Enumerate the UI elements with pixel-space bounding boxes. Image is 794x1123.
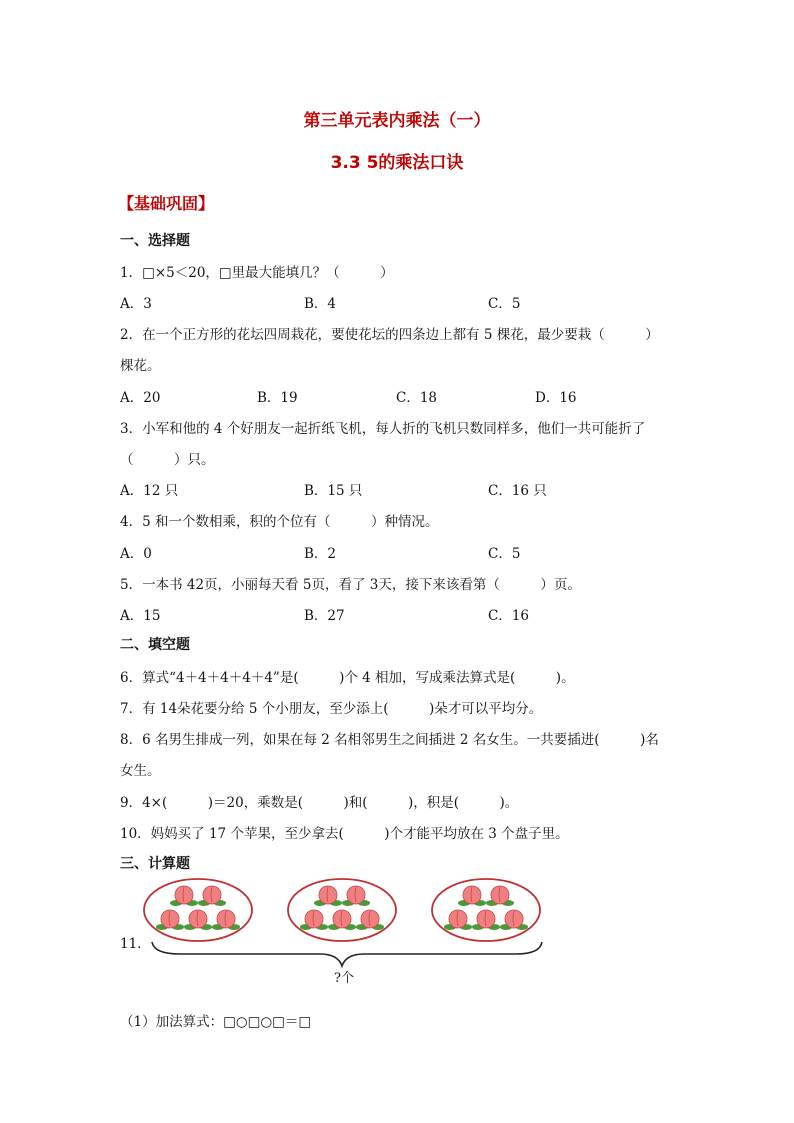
q5-option-b: B．27 xyxy=(304,608,345,624)
q1-option-b: B．4 xyxy=(304,296,337,312)
sub-question-1: （1）加法算式：□○□○□＝□ xyxy=(120,1014,312,1030)
page-subtitle: 3.3 5的乘法口诀 xyxy=(330,153,464,173)
question-2: 2．在一个正方形的花坛四周栽花，要使花坛的四条边上都有 5 棵花，最少要栽（ ） xyxy=(120,327,659,343)
q1-option-c: C．5 xyxy=(488,296,521,312)
heading-choice: 一、选择题 xyxy=(120,233,190,249)
q3-option-a: A．12 只 xyxy=(120,483,179,499)
question-8: 8．6 名男生排成一列，如果在每 2 名相邻男生之间插进 2 名女生。一共要插进( )名 xyxy=(120,732,659,748)
question-11-label: 11． xyxy=(120,936,151,952)
q2-option-a: A．20 xyxy=(120,390,161,406)
q4-option-b: B．2 xyxy=(304,546,337,562)
q2-option-d: D．16 xyxy=(535,390,577,406)
question-3: 3．小军和他的 4 个好朋友一起折纸飞机，每人折的飞机只数同样多，他们一共可能折了 xyxy=(120,421,646,437)
question-3-cont: （ ）只。 xyxy=(120,452,215,468)
question-10: 10．妈妈买了 17 个苹果，至少拿去( )个才能平均放在 3 个盘子里。 xyxy=(120,826,569,842)
question-7: 7．有 14朵花要分给 5 个小朋友，至少添上( )朵才可以平均分。 xyxy=(120,701,543,717)
question-6: 6．算式“4＋4＋4＋4＋4”是( )个 4 相加，写成乘法算式是( )。 xyxy=(120,670,575,686)
question-1: 1．□×5＜20，□里最大能填几？（ ） xyxy=(120,265,394,281)
q3-option-c: C．16 只 xyxy=(488,483,547,499)
brace-label: ?个 xyxy=(334,971,354,986)
page-title: 第三单元表内乘法（一） xyxy=(303,111,491,131)
q3-option-b: B．15 只 xyxy=(304,483,363,499)
q5-option-a: A．15 xyxy=(120,608,161,624)
q1-option-a: A．3 xyxy=(120,296,152,312)
q4-option-a: A．0 xyxy=(120,546,152,562)
brace xyxy=(152,942,542,966)
section-label: 【基础巩固】 xyxy=(118,194,215,213)
q5-option-c: C．16 xyxy=(488,608,530,624)
question-8-cont: 女生。 xyxy=(120,763,161,779)
q4-option-c: C．5 xyxy=(488,546,521,562)
heading-calc: 三、计算题 xyxy=(120,856,190,872)
peach-plates-figure xyxy=(120,876,560,986)
heading-fill: 二、填空题 xyxy=(120,637,190,653)
q2-option-c: C．18 xyxy=(396,390,438,406)
question-4: 4．5 和一个数相乘，积的个位有（ ）种情况。 xyxy=(120,514,439,530)
question-9: 9．4×( )＝20，乘数是( )和( )，积是( )。 xyxy=(120,795,519,811)
q2-option-b: B．19 xyxy=(257,390,298,406)
question-5: 5．一本书 42页，小丽每天看 5页，看了 3天，接下来该看第（ ）页。 xyxy=(120,577,581,593)
question-2-cont: 棵花。 xyxy=(120,358,161,374)
